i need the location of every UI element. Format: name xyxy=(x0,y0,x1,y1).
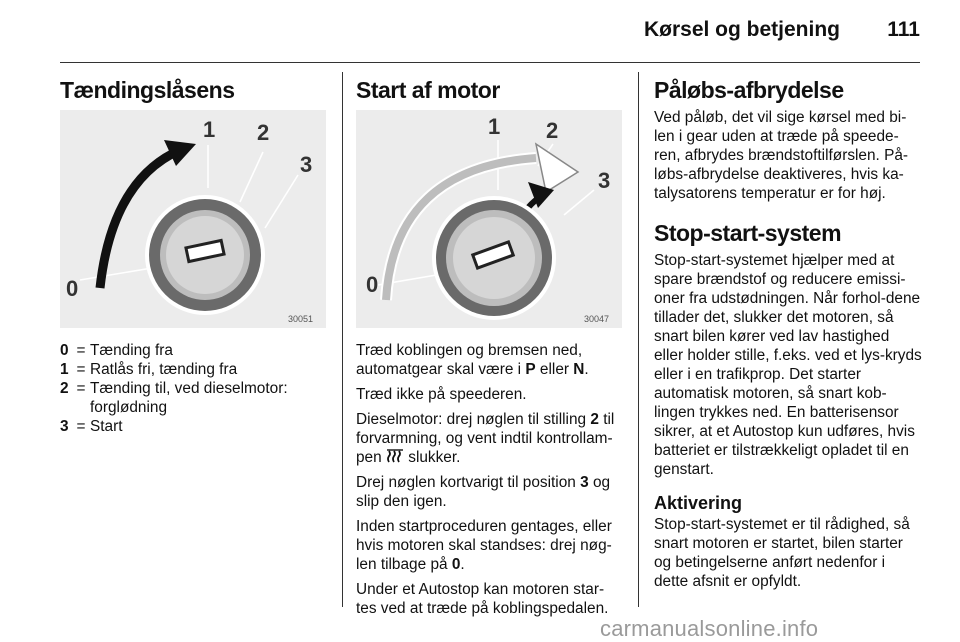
fig2-code: 30047 xyxy=(584,314,610,324)
legend-row: 2 = Tænding til, ved dieselmotor: forglødning xyxy=(60,380,288,416)
header-rule xyxy=(60,62,920,63)
engine-start-text xyxy=(356,341,622,618)
paragraph: Træd koblingen og bremsen ned, automatgear skal være i P eller N. xyxy=(356,342,589,378)
heading-overrun-cutoff: Påløbs-afbrydelse xyxy=(654,77,844,103)
figure-ignition-positions xyxy=(60,110,326,328)
fig1-label-2: 2 xyxy=(257,120,270,145)
column-divider-2 xyxy=(638,72,639,607)
fig2-label-1: 1 xyxy=(488,114,501,139)
heading-ignition: Tændingslåsens xyxy=(60,77,235,103)
page-header xyxy=(0,0,960,60)
paragraph: Under et Autostop kan motoren star-tes ved at træde på koblingspedalen. xyxy=(356,581,609,617)
heading-activation: Aktivering xyxy=(654,493,743,513)
figure-start-positions xyxy=(356,110,622,328)
ignition-legend xyxy=(60,341,328,436)
column-divider-1 xyxy=(342,72,343,607)
fig1-label-1: 1 xyxy=(203,117,216,142)
fig2-label-0: 0 xyxy=(366,272,379,297)
paragraph: Dieselmotor: drej nøglen til stilling 2 til forvarmning, og vent indtil kontrollam-pen slukker. xyxy=(356,411,615,466)
column-overrun-stopstart xyxy=(654,72,922,591)
paragraph: Stop-start-systemet er til rådighed, så snart motoren er startet, bilen starter og betingelserne anført nedenfor i dette afsnit er opfyldt. xyxy=(654,516,910,590)
fig1-label-3: 3 xyxy=(300,152,313,177)
fig2-label-2: 2 xyxy=(546,118,559,143)
legend-row: 3 = Start xyxy=(60,418,123,435)
paragraph: Ved påløb, det vil sige kørsel med bi-len i gear uden at træde på speede-ren, afbrydes brændstoftilførslen. På-løbs-afbrydelse deaktiveres, hvis ka-talysatorens temperatur er for høj. xyxy=(654,109,909,202)
paragraph: Drej nøglen kortvarigt til position 3 og slip den igen. xyxy=(356,474,611,510)
page-number: 111 xyxy=(887,18,920,41)
section-title: Kørsel og betjening xyxy=(643,18,840,41)
legend-row: 1 = Ratlås fri, tænding fra xyxy=(60,361,238,378)
fig2-label-3: 3 xyxy=(598,168,611,193)
heading-engine-start: Start af motor xyxy=(356,77,500,103)
glow-plug-icon xyxy=(386,449,404,463)
column-engine-start xyxy=(356,72,622,108)
heading-stop-start: Stop-start-system xyxy=(654,220,842,246)
fig1-label-0: 0 xyxy=(66,276,79,301)
paragraph: Inden startproceduren gentages, eller hvis motoren skal standses: drej nøg-len tilbage på 0. xyxy=(356,518,612,573)
legend-row: 0 = Tænding fra xyxy=(60,342,173,359)
paragraph: Stop-start-systemet hjælper med at spare brændstof og reducere emissi-oner fra udstødningen. Når forhol-dene tillader det, slukker det motoren, så snart bilen kører ved lav hastighed eller holder stille, f.eks. ved et lys-kryds eller i en trafikprop. Det starter automatisk motoren, så snart kob-lingen trykkes ned. En batterisensor sikrer, at et Autostop kun udføres, hvis batteriet er tilstrækkeligt opladet til en genstart. xyxy=(654,252,922,478)
paragraph: Træd ikke på speederen. xyxy=(356,386,527,403)
watermark: carmanualsonline.info xyxy=(600,616,819,641)
fig1-code: 30051 xyxy=(288,314,314,324)
